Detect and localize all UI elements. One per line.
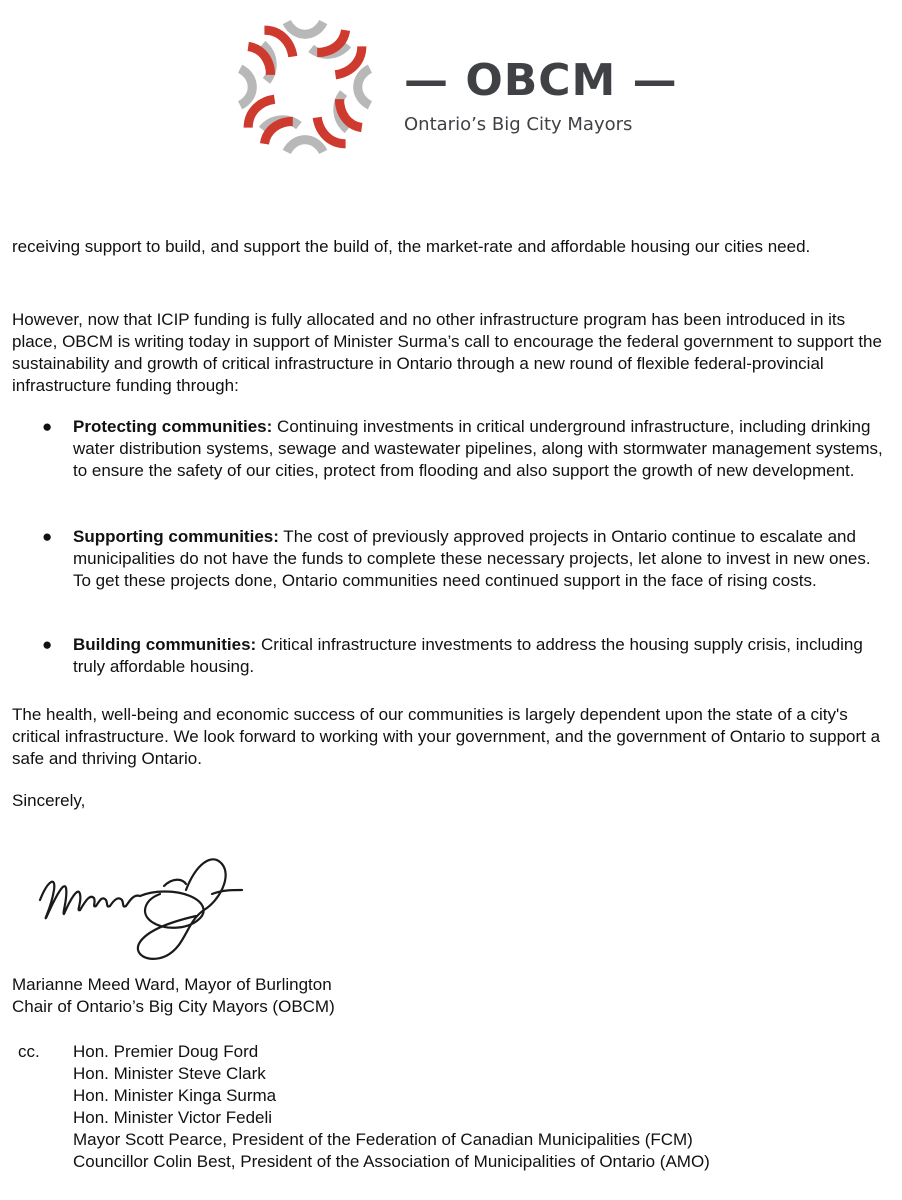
cc-recipient: Hon. Minister Kinga Surma [73, 1086, 277, 1105]
paragraph-housing: receiving support to build, and support the build of, the market-rate and affordable housing our cities need. [12, 237, 811, 256]
letterhead-subtitle: Ontario’s Big City Mayors [404, 114, 633, 135]
signature-icon [36, 850, 246, 962]
bullet-text: Critical infrastructure investments to address the housing supply crisis, including truly affordable housing. [73, 635, 863, 676]
obcm-logo-icon [234, 16, 376, 158]
bullet-text: Continuing investments in critical underground infrastructure, including drinking water distribution systems, sewage and wastewater pipelines, along with stormwater management systems, to ensure the safety of our cities, protect from flooding and also support the growth of new development. [73, 417, 883, 480]
cc-recipient: Mayor Scott Pearce, President of the Federation of Canadian Municipalities (FCM) [73, 1130, 693, 1149]
paragraph-icip: However, now that ICIP funding is fully allocated and no other infrastructure program has been introduced in its place, OBCM is writing today in support of Minister Surma’s call to encourage the federal government to support the sustainability and growth of critical infrastructure in Ontario through a new round of flexible federal-provincial infrastructure funding through: [12, 310, 882, 395]
bullet-text: The cost of previously approved projects in Ontario continue to escalate and municipalities do not have the funds to complete these necessary projects, let alone to invest in new ones. To get these projects done, Ontario communities need continued support in the face of rising costs. [73, 527, 871, 590]
paragraph-conclusion: The health, well-being and economic success of our communities is largely dependent upon the state of a city's critical infrastructure. We look forward to working with your government, and the government of Ontario to support a safe and thriving Ontario. [12, 705, 881, 768]
bullet-dot-icon: ● [42, 635, 53, 654]
bullet-dot-icon: ● [42, 417, 53, 436]
signatory-title: Chair of Ontario’s Big City Mayors (OBCM) [12, 997, 335, 1016]
cc-recipient: Hon. Minister Steve Clark [73, 1064, 266, 1083]
bullet-lead: Protecting communities: [73, 417, 273, 436]
cc-list [73, 1041, 893, 1173]
signatory-block [12, 974, 812, 1018]
cc-recipient: Hon. Minister Victor Fedeli [73, 1108, 273, 1127]
letterhead-title: — OBCM — [404, 55, 678, 106]
bullet-dot-icon: ● [42, 527, 53, 546]
cc-recipient: Councillor Colin Best, President of the Association of Municipalities of Ontario (AMO) [73, 1152, 710, 1171]
bullet-lead: Building communities: [73, 635, 257, 654]
signatory-name: Marianne Meed Ward, Mayor of Burlington [12, 975, 332, 994]
closing: Sincerely, [12, 791, 86, 810]
letterhead [404, 55, 678, 135]
cc-recipient: Hon. Premier Doug Ford [73, 1042, 259, 1061]
bullet-lead: Supporting communities: [73, 527, 279, 546]
cc-label: cc. [18, 1042, 40, 1061]
